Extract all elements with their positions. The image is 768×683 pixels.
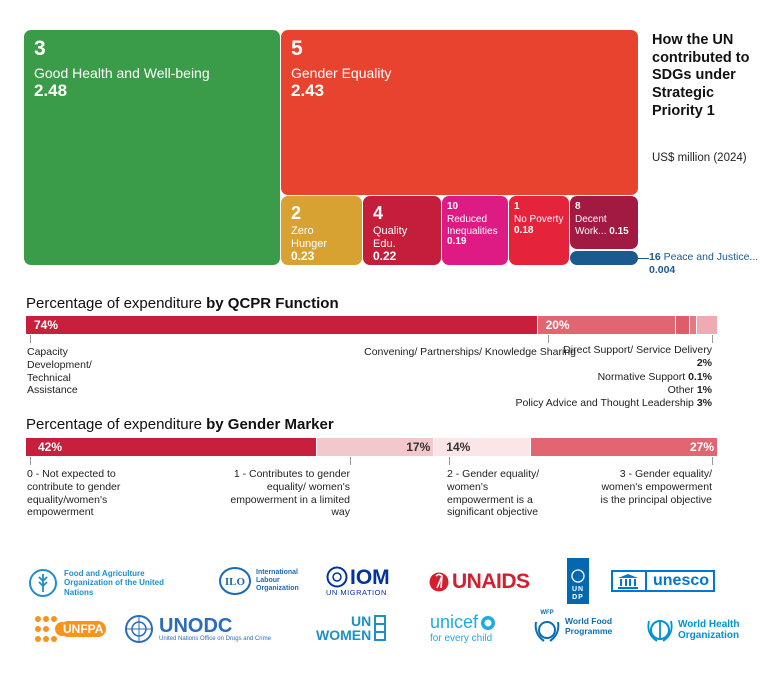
bar-segment	[26, 316, 538, 334]
unicef-name: unicef	[430, 612, 479, 632]
undp-logo	[567, 558, 589, 604]
un-emblem-icon	[480, 615, 496, 631]
tile-label: Decent Work... 0.15	[575, 214, 629, 237]
unicef-sub: for every child	[430, 633, 493, 644]
tick	[30, 457, 31, 465]
bar-percent-label: 17%	[406, 440, 431, 454]
unwomen-logo	[316, 614, 387, 642]
bar-percent-label: 14%	[446, 440, 471, 454]
tick	[712, 335, 713, 343]
bar-segment	[676, 316, 690, 334]
tile-no-poverty	[509, 196, 569, 265]
tile-number: 4	[373, 203, 384, 223]
qcpr-caption-policy: Policy Advice and Thought Leadership 3%	[515, 397, 712, 409]
unicef-logo	[430, 612, 496, 644]
tick	[350, 457, 351, 465]
bar-percent-label: 42%	[38, 440, 63, 454]
tile-label: Quality Edu.	[373, 225, 408, 250]
gender-title: Percentage of expenditure by Gender Marker	[26, 416, 334, 433]
unodc-name: UNODC	[159, 615, 233, 637]
unaids-name: UNAIDS	[452, 570, 530, 593]
un-emblem-icon	[124, 614, 154, 644]
peace-text: Peace and Justice...	[663, 251, 759, 263]
svg-text:ILO: ILO	[224, 576, 246, 588]
wheat-icon	[28, 568, 58, 598]
tile-zero-hunger	[281, 196, 362, 265]
tile-label: No Poverty	[514, 214, 564, 225]
peace-justice-label	[649, 251, 759, 276]
tile-label: Zero Hunger	[291, 225, 328, 250]
tile-decent-work	[570, 196, 638, 249]
bar-segment	[690, 316, 697, 334]
gender-caption-3: 3 - Gender equality/ women's empowerment is the principal objective	[600, 468, 712, 506]
ilo-name: International Labour Organization	[256, 568, 299, 593]
wfp-logo	[532, 610, 621, 644]
unodc-logo	[124, 614, 271, 644]
tile-gender-equality	[281, 30, 638, 195]
who-logo	[645, 616, 740, 644]
temple-icon	[617, 573, 639, 589]
tile-reduced-inequalities	[442, 196, 508, 265]
iom-name: IOM	[350, 565, 390, 589]
peace-leader-line	[637, 258, 649, 259]
unfpa-logo	[34, 614, 106, 644]
tile-value: 0.18	[514, 224, 534, 236]
qcpr-title: Percentage of expenditure by QCPR Function	[26, 295, 339, 312]
ribbon-icon	[428, 571, 450, 593]
gender-caption-2: 2 - Gender equality/ women's empowerment is a significant objective	[447, 468, 540, 519]
tile-quality-education	[363, 196, 441, 265]
un-emblem-icon	[218, 566, 252, 596]
unwomen-bottom: WOMEN	[316, 627, 372, 643]
tick	[712, 457, 713, 465]
unodc-sub: United Nations Office on Drugs and Crime	[159, 636, 271, 642]
gender-caption-0: 0 - Not expected to contribute to gender equality/women's empowerment	[27, 468, 121, 519]
chart-subtitle: US$ million (2024)	[652, 152, 747, 164]
gender-caption-1: 1 - Contributes to gender equality/ women's empowerment in a limited way	[230, 468, 350, 519]
iom-logo	[326, 566, 390, 597]
unwomen-top: UN	[350, 613, 372, 629]
tick	[548, 335, 549, 343]
qcpr-caption-normative: Normative Support 0.1%	[597, 371, 712, 383]
tile-peace-justice	[570, 251, 638, 265]
un-emblem-icon	[571, 569, 585, 583]
tile-label: Good Health and Well-being	[34, 65, 210, 81]
iom-sub: UN MIGRATION	[326, 588, 387, 597]
un-emblem-icon	[326, 566, 348, 588]
qcpr-caption-other: Other 1%	[667, 384, 712, 396]
tile-value: 2.48	[34, 81, 68, 101]
wfp-acronym: WFP	[540, 610, 554, 616]
peace-number: 16	[649, 251, 661, 263]
tile-number: 3	[34, 37, 46, 60]
tick	[449, 457, 450, 465]
tile-value: 0.22	[373, 249, 397, 264]
bar-percent-label: 27%	[689, 440, 714, 454]
tile-value: 0.19	[447, 236, 467, 247]
tile-number: 5	[291, 37, 303, 60]
tile-label: Reduced Inequalities	[447, 214, 498, 237]
tile-label: Gender Equality	[291, 65, 392, 81]
fao-logo	[28, 568, 194, 598]
bar-percent-label: 74%	[34, 318, 59, 332]
bar-percent-label: 20%	[545, 318, 570, 332]
un-emblem-icon	[645, 616, 675, 644]
unesco-name: unesco	[645, 572, 709, 590]
bar-segment	[26, 438, 317, 456]
tile-number: 1	[514, 201, 520, 212]
unfpa-name: UNFPA	[60, 621, 106, 637]
tile-value: 2.43	[291, 81, 325, 101]
unesco-logo	[611, 570, 715, 592]
tick	[30, 335, 31, 343]
tile-number: 10	[447, 201, 459, 212]
un-emblem-icon	[373, 614, 387, 642]
tile-value: 0.23	[291, 249, 315, 264]
unaids-logo	[428, 570, 530, 594]
tile-number: 2	[291, 203, 302, 223]
un-emblem-icon	[532, 616, 562, 644]
qcpr-caption-direct: Direct Support/ Service Delivery 2%	[563, 344, 712, 369]
undp-name: UNDP	[571, 586, 585, 601]
tile-good-health	[24, 30, 280, 265]
qcpr-caption-capacity: Capacity Development/ Technical Assistance	[27, 346, 92, 397]
tile-value: 0.15	[609, 225, 629, 237]
peace-value: 0.004	[649, 263, 676, 276]
qcpr-caption-convening: Convening/ Partnerships/ Knowledge Sharing	[364, 346, 576, 358]
chart-title: How the UN contributed to SDGs under Strategic Priority 1	[652, 32, 750, 119]
fao-name: Food and Agriculture Organization of the United Nations	[64, 568, 164, 597]
wfp-name: World Food Programme	[565, 616, 613, 636]
who-name: World Health Organization	[678, 619, 740, 641]
tile-number: 8	[575, 201, 581, 212]
bar-segment	[697, 316, 718, 334]
ilo-logo	[218, 566, 306, 596]
